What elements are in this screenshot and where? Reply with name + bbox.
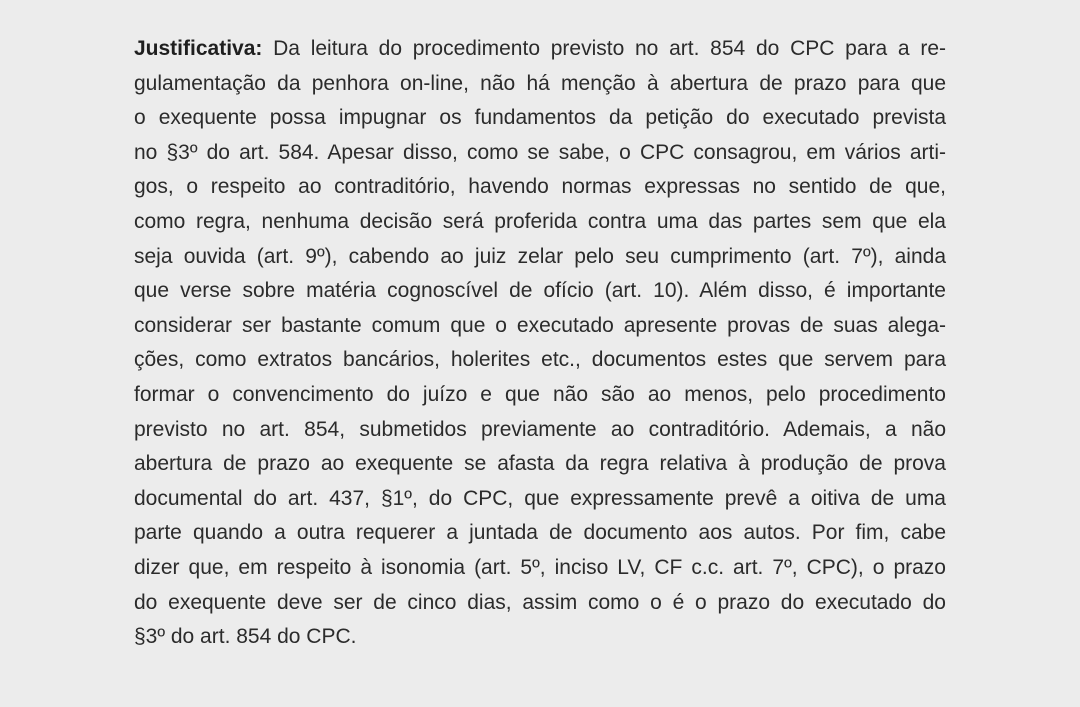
text-line-4: no §3º do art. 584. Apesar disso, como se sabe, o CPC consagrou, em vários arti-: [134, 140, 946, 164]
text-line-16: dizer que, em respeito à isonomia (art. 5º, inciso LV, CF c.c. art. 7º, CPC), o prazo: [134, 555, 946, 579]
justification-label: Justificativa:: [134, 37, 263, 60]
justification-paragraph: [134, 32, 946, 655]
text-line-12: previsto no art. 854, submetidos previamente ao contraditório. Ademais, a não: [134, 417, 946, 441]
text-line-10: ções, como extratos bancários, holerites etc., documentos estes que servem para: [134, 348, 946, 372]
text-line-9: considerar ser bastante comum que o executado apresente provas de suas alega-: [134, 313, 946, 337]
text-line-3: o exequente possa impugnar os fundamentos da petição do executado prevista: [134, 106, 946, 130]
text-line-7: seja ouvida (art. 9º), cabendo ao juiz zelar pelo seu cumprimento (art. 7º), ainda: [134, 244, 946, 268]
text-line-18: §3º do art. 854 do CPC.: [134, 625, 357, 649]
text-line-14: documental do art. 437, §1º, do CPC, que expressamente prevê a oitiva de uma: [134, 486, 946, 510]
text-line-5: gos, o respeito ao contraditório, havendo normas expressas no sentido de que,: [134, 175, 946, 199]
text-line-11: formar o convencimento do juízo e que não são ao menos, pelo procedimento: [134, 382, 946, 406]
text-line-13: abertura de prazo ao exequente se afasta da regra relativa à produção de prova: [134, 452, 946, 476]
text-line-15: parte quando a outra requerer a juntada de documento aos autos. Por fim, cabe: [134, 521, 946, 545]
text-line-1: [134, 32, 946, 67]
text-line-6: como regra, nenhuma decisão será proferida contra uma das partes sem que ela: [134, 209, 946, 233]
text-line-2: gulamentação da penhora on-line, não há menção à abertura de prazo para que: [134, 71, 946, 95]
text-line-8: que verse sobre matéria cognoscível de ofício (art. 10). Além disso, é importante: [134, 279, 946, 303]
text-line-1-body: Da leitura do procedimento previsto no art. 854 do CPC para a re-: [262, 37, 946, 60]
text-line-17: do exequente deve ser de cinco dias, assim como o é o prazo do executado do: [134, 590, 946, 614]
